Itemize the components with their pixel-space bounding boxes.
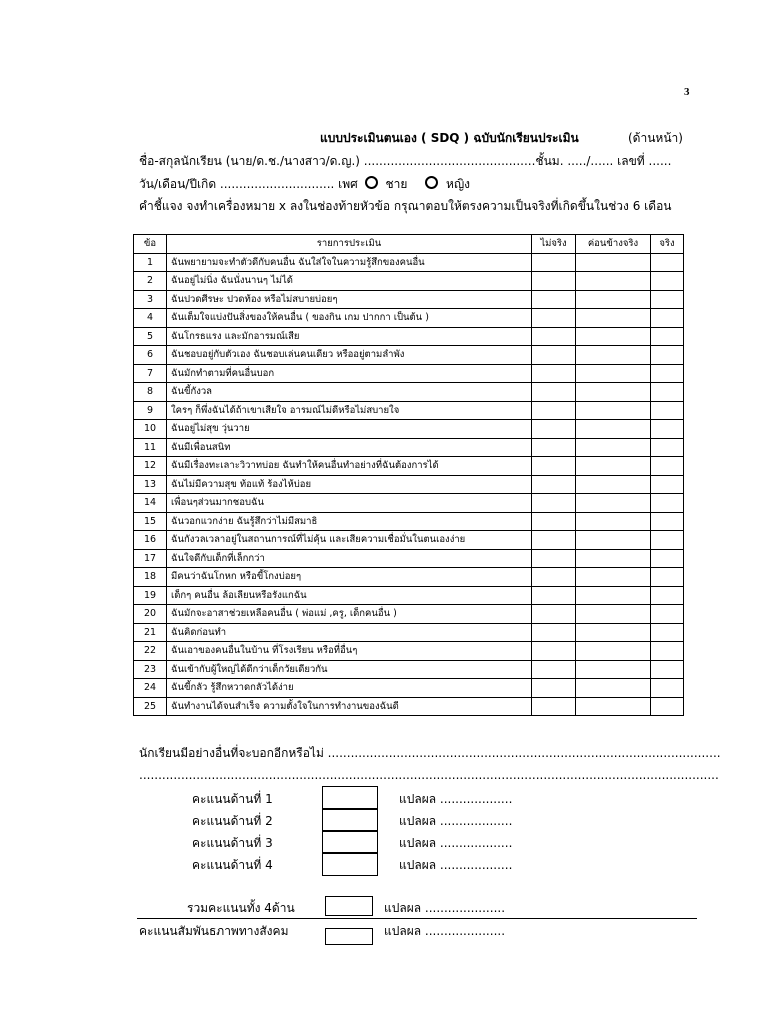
form-title: แบบประเมินตนเอง ( SDQ ) ฉบับนักเรียนประเมิน <box>320 131 579 145</box>
table-row <box>134 494 684 513</box>
table-row <box>134 290 684 309</box>
answer-somewhat-true-cell[interactable] <box>576 272 651 291</box>
answer-certainly-true-cell[interactable] <box>651 568 684 587</box>
answer-certainly-true-cell[interactable] <box>651 327 684 346</box>
item-number: 4 <box>134 309 167 328</box>
item-text: ใครๆ ก็พึ่งฉันได้ถ้าเขาเสียใจ อารมณ์ไม่ดีหรือไม่สบายใจ <box>167 401 532 420</box>
page-number: 3 <box>684 86 690 98</box>
table-row <box>134 327 684 346</box>
answer-not-true-cell[interactable] <box>532 494 576 513</box>
item-text: ฉันวอกแวกง่าย ฉันรู้สึกว่าไม่มีสมาธิ <box>167 512 532 531</box>
score-label-3: คะแนนด้านที่ 3 <box>192 836 273 850</box>
answer-somewhat-true-cell[interactable] <box>576 309 651 328</box>
form-side-label: (ด้านหน้า) <box>628 131 683 145</box>
answer-certainly-true-cell[interactable] <box>651 494 684 513</box>
answer-not-true-cell[interactable] <box>532 272 576 291</box>
table-row <box>134 420 684 439</box>
table-row <box>134 697 684 716</box>
item-text: เด็กๆ คนอื่น ล้อเลียนหรือรังแกฉัน <box>167 586 532 605</box>
answer-certainly-true-cell[interactable] <box>651 660 684 679</box>
item-text: ฉันทำงานได้จนสำเร็จ ความตั้งใจในการทำงานของฉันดี <box>167 697 532 716</box>
item-text: ฉันกังวลเวลาอยู่ในสถานการณ์ที่ไม่คุ้น และเสียความเชื่อมั่นในตนเองง่าย <box>167 531 532 550</box>
header-somewhat-true: ค่อนข้างจริง <box>576 235 651 254</box>
item-number: 8 <box>134 383 167 402</box>
item-text: ฉันขี้กลัว รู้สึกหวาดกลัวได้ง่าย <box>167 679 532 698</box>
instruction: คำชี้แจง จงทำเครื่องหมาย x ลงในช่องท้ายหัวข้อ กรุณาตอบให้ตรงความเป็นจริงที่เกิดขึ้นในช่วง 6 เดือน <box>139 199 672 213</box>
header-item: รายการประเมิน <box>167 235 532 254</box>
answer-not-true-cell[interactable] <box>532 457 576 476</box>
item-number: 23 <box>134 660 167 679</box>
item-number: 1 <box>134 253 167 272</box>
item-text: ฉันเข้ากับผู้ใหญ่ได้ดีกว่าเด็กวัยเดียวกัน <box>167 660 532 679</box>
item-text: ฉันมักทำตามที่คนอื่นบอก <box>167 364 532 383</box>
total-interp[interactable]: แปลผล ..................... <box>384 901 506 915</box>
answer-certainly-true-cell[interactable] <box>651 438 684 457</box>
table-row <box>134 253 684 272</box>
answer-certainly-true-cell[interactable] <box>651 623 684 642</box>
answer-somewhat-true-cell[interactable] <box>576 568 651 587</box>
answer-certainly-true-cell[interactable] <box>651 457 684 476</box>
score-interp-1[interactable]: แปลผล ................... <box>399 792 513 806</box>
table-row <box>134 364 684 383</box>
answer-somewhat-true-cell[interactable] <box>576 346 651 365</box>
answer-somewhat-true-cell[interactable] <box>576 642 651 661</box>
social-score-label: คะแนนสัมพันธภาพทางสังคม <box>139 924 289 938</box>
assessment-table <box>133 234 684 716</box>
name-line[interactable]: ชื่อ-สกุลนักเรียน (นาย/ด.ช./นางสาว/ด.ญ.) .............................................ชั้นม. ...../...... เลขที่ ...... <box>139 154 672 168</box>
answer-somewhat-true-cell[interactable] <box>576 494 651 513</box>
answer-somewhat-true-cell[interactable] <box>576 475 651 494</box>
answer-somewhat-true-cell[interactable] <box>576 586 651 605</box>
other-comments-line-2[interactable]: ........................................................................................................................................................ <box>139 768 719 782</box>
answer-certainly-true-cell[interactable] <box>651 346 684 365</box>
male-label: ชาย <box>385 177 408 191</box>
item-number: 12 <box>134 457 167 476</box>
answer-not-true-cell[interactable] <box>532 660 576 679</box>
answer-certainly-true-cell[interactable] <box>651 586 684 605</box>
item-text: ฉันอยู่ไม่นิ่ง ฉันนั่งนานๆ ไม่ได้ <box>167 272 532 291</box>
score-box-3[interactable] <box>322 830 378 854</box>
item-number: 17 <box>134 549 167 568</box>
answer-not-true-cell[interactable] <box>532 364 576 383</box>
answer-somewhat-true-cell[interactable] <box>576 364 651 383</box>
item-text: ฉันชอบอยู่กับตัวเอง ฉันชอบเล่นคนเดียว หรืออยู่ตามลำพัง <box>167 346 532 365</box>
table-row <box>134 623 684 642</box>
answer-not-true-cell[interactable] <box>532 679 576 698</box>
answer-not-true-cell[interactable] <box>532 697 576 716</box>
table-row <box>134 346 684 365</box>
score-interp-2[interactable]: แปลผล ................... <box>399 814 513 828</box>
item-text: ฉันไม่มีความสุข ท้อแท้ ร้องไห้บ่อย <box>167 475 532 494</box>
header-not-true: ไม่จริง <box>532 235 576 254</box>
answer-not-true-cell[interactable] <box>532 586 576 605</box>
table-row <box>134 383 684 402</box>
item-text: ฉันเต็มใจแบ่งปันสิ่งของให้คนอื่น ( ของกิน เกม ปากกา เป็นต้น ) <box>167 309 532 328</box>
item-number: 20 <box>134 605 167 624</box>
item-number: 13 <box>134 475 167 494</box>
score-label-2: คะแนนด้านที่ 2 <box>192 814 273 828</box>
answer-not-true-cell[interactable] <box>532 401 576 420</box>
answer-somewhat-true-cell[interactable] <box>576 549 651 568</box>
answer-somewhat-true-cell[interactable] <box>576 623 651 642</box>
female-radio-icon[interactable] <box>425 176 438 189</box>
answer-not-true-cell[interactable] <box>532 549 576 568</box>
score-interp-4[interactable]: แปลผล ................... <box>399 858 513 872</box>
item-text: ฉันเอาของคนอื่นในบ้าน ที่โรงเรียน หรือที่อื่นๆ <box>167 642 532 661</box>
header-certainly-true: จริง <box>651 235 684 254</box>
item-number: 6 <box>134 346 167 365</box>
score-box-4[interactable] <box>322 852 378 876</box>
answer-certainly-true-cell[interactable] <box>651 290 684 309</box>
total-score-box[interactable] <box>325 896 373 916</box>
answer-not-true-cell[interactable] <box>532 383 576 402</box>
answer-somewhat-true-cell[interactable] <box>576 420 651 439</box>
dob-label[interactable]: วัน/เดือน/ปีเกิด .............................. เพศ <box>139 177 358 191</box>
answer-not-true-cell[interactable] <box>532 531 576 550</box>
answer-not-true-cell[interactable] <box>532 642 576 661</box>
table-row <box>134 457 684 476</box>
answer-somewhat-true-cell[interactable] <box>576 457 651 476</box>
answer-certainly-true-cell[interactable] <box>651 531 684 550</box>
divider <box>137 918 697 919</box>
item-text: ฉันอยู่ไม่สุข วุ่นวาย <box>167 420 532 439</box>
item-number: 22 <box>134 642 167 661</box>
score-label-1: คะแนนด้านที่ 1 <box>192 792 273 806</box>
answer-somewhat-true-cell[interactable] <box>576 401 651 420</box>
item-number: 21 <box>134 623 167 642</box>
answer-not-true-cell[interactable] <box>532 475 576 494</box>
answer-somewhat-true-cell[interactable] <box>576 512 651 531</box>
answer-certainly-true-cell[interactable] <box>651 549 684 568</box>
item-number: 2 <box>134 272 167 291</box>
answer-somewhat-true-cell[interactable] <box>576 327 651 346</box>
item-number: 19 <box>134 586 167 605</box>
item-text: ฉันขี้กังวล <box>167 383 532 402</box>
item-number: 7 <box>134 364 167 383</box>
item-text: ฉันพยายามจะทำตัวดีกับคนอื่น ฉันใส่ใจในความรู้สึกของคนอื่น <box>167 253 532 272</box>
table-row <box>134 568 684 587</box>
item-number: 11 <box>134 438 167 457</box>
answer-certainly-true-cell[interactable] <box>651 679 684 698</box>
item-number: 25 <box>134 697 167 716</box>
answer-not-true-cell[interactable] <box>532 309 576 328</box>
score-interp-3[interactable]: แปลผล ................... <box>399 836 513 850</box>
item-number: 15 <box>134 512 167 531</box>
table-row <box>134 531 684 550</box>
item-text: เพื่อนๆส่วนมากชอบฉัน <box>167 494 532 513</box>
item-text: ฉันมีเรื่องทะเลาะวิวาทบ่อย ฉันทำให้คนอื่นทำอย่างที่ฉันต้องการได้ <box>167 457 532 476</box>
answer-not-true-cell[interactable] <box>532 512 576 531</box>
answer-somewhat-true-cell[interactable] <box>576 697 651 716</box>
table-row <box>134 642 684 661</box>
answer-not-true-cell[interactable] <box>532 568 576 587</box>
answer-certainly-true-cell[interactable] <box>651 697 684 716</box>
total-score-label: รวมคะแนนทั้ง 4ด้าน <box>187 901 295 915</box>
item-text: มีคนว่าฉันโกหก หรือขี้โกงบ่อยๆ <box>167 568 532 587</box>
item-text: ฉันมักจะอาสาช่วยเหลือคนอื่น ( พ่อแม่ ,ครู, เด็กคนอื่น ) <box>167 605 532 624</box>
answer-somewhat-true-cell[interactable] <box>576 438 651 457</box>
answer-somewhat-true-cell[interactable] <box>576 605 651 624</box>
answer-certainly-true-cell[interactable] <box>651 309 684 328</box>
table-row <box>134 586 684 605</box>
item-number: 24 <box>134 679 167 698</box>
answer-certainly-true-cell[interactable] <box>651 605 684 624</box>
answer-certainly-true-cell[interactable] <box>651 512 684 531</box>
table-header-row <box>134 235 684 254</box>
answer-somewhat-true-cell[interactable] <box>576 383 651 402</box>
item-text: ฉันปวดศีรษะ ปวดท้อง หรือไม่สบายบ่อยๆ <box>167 290 532 309</box>
item-text: ฉันโกรธแรง และมักอารมณ์เสีย <box>167 327 532 346</box>
item-number: 3 <box>134 290 167 309</box>
answer-not-true-cell[interactable] <box>532 327 576 346</box>
item-number: 9 <box>134 401 167 420</box>
social-interp[interactable]: แปลผล ..................... <box>384 924 506 938</box>
answer-certainly-true-cell[interactable] <box>651 364 684 383</box>
answer-certainly-true-cell[interactable] <box>651 642 684 661</box>
item-number: 18 <box>134 568 167 587</box>
male-radio-icon[interactable] <box>365 176 378 189</box>
header-no: ข้อ <box>134 235 167 254</box>
answer-certainly-true-cell[interactable] <box>651 383 684 402</box>
answer-not-true-cell[interactable] <box>532 605 576 624</box>
table-row <box>134 549 684 568</box>
answer-somewhat-true-cell[interactable] <box>576 660 651 679</box>
answer-somewhat-true-cell[interactable] <box>576 679 651 698</box>
table-row <box>134 401 684 420</box>
dob-gender-line <box>139 175 470 194</box>
table-row <box>134 660 684 679</box>
answer-not-true-cell[interactable] <box>532 253 576 272</box>
answer-somewhat-true-cell[interactable] <box>576 531 651 550</box>
other-comments-line[interactable]: นักเรียนมีอย่างอื่นที่จะบอกอีกหรือไม่ ....................................................................................................... <box>139 746 721 760</box>
table-row <box>134 679 684 698</box>
table-row <box>134 309 684 328</box>
answer-not-true-cell[interactable] <box>532 623 576 642</box>
item-number: 5 <box>134 327 167 346</box>
item-number: 14 <box>134 494 167 513</box>
table-row <box>134 272 684 291</box>
answer-somewhat-true-cell[interactable] <box>576 253 651 272</box>
table-row <box>134 605 684 624</box>
answer-not-true-cell[interactable] <box>532 438 576 457</box>
answer-certainly-true-cell[interactable] <box>651 420 684 439</box>
social-score-box[interactable] <box>325 928 373 945</box>
item-number: 10 <box>134 420 167 439</box>
answer-not-true-cell[interactable] <box>532 420 576 439</box>
score-box-1[interactable] <box>322 786 378 810</box>
answer-certainly-true-cell[interactable] <box>651 401 684 420</box>
score-label-4: คะแนนด้านที่ 4 <box>192 858 273 872</box>
item-text: ฉันใจดีกับเด็กที่เล็กกว่า <box>167 549 532 568</box>
table-row <box>134 512 684 531</box>
item-number: 16 <box>134 531 167 550</box>
answer-not-true-cell[interactable] <box>532 290 576 309</box>
item-text: ฉันคิดก่อนทำ <box>167 623 532 642</box>
answer-certainly-true-cell[interactable] <box>651 253 684 272</box>
female-label: หญิง <box>446 177 471 191</box>
answer-not-true-cell[interactable] <box>532 346 576 365</box>
answer-certainly-true-cell[interactable] <box>651 475 684 494</box>
table-row <box>134 475 684 494</box>
table-row <box>134 438 684 457</box>
answer-certainly-true-cell[interactable] <box>651 272 684 291</box>
score-box-2[interactable] <box>322 808 378 832</box>
item-text: ฉันมีเพื่อนสนิท <box>167 438 532 457</box>
answer-somewhat-true-cell[interactable] <box>576 290 651 309</box>
